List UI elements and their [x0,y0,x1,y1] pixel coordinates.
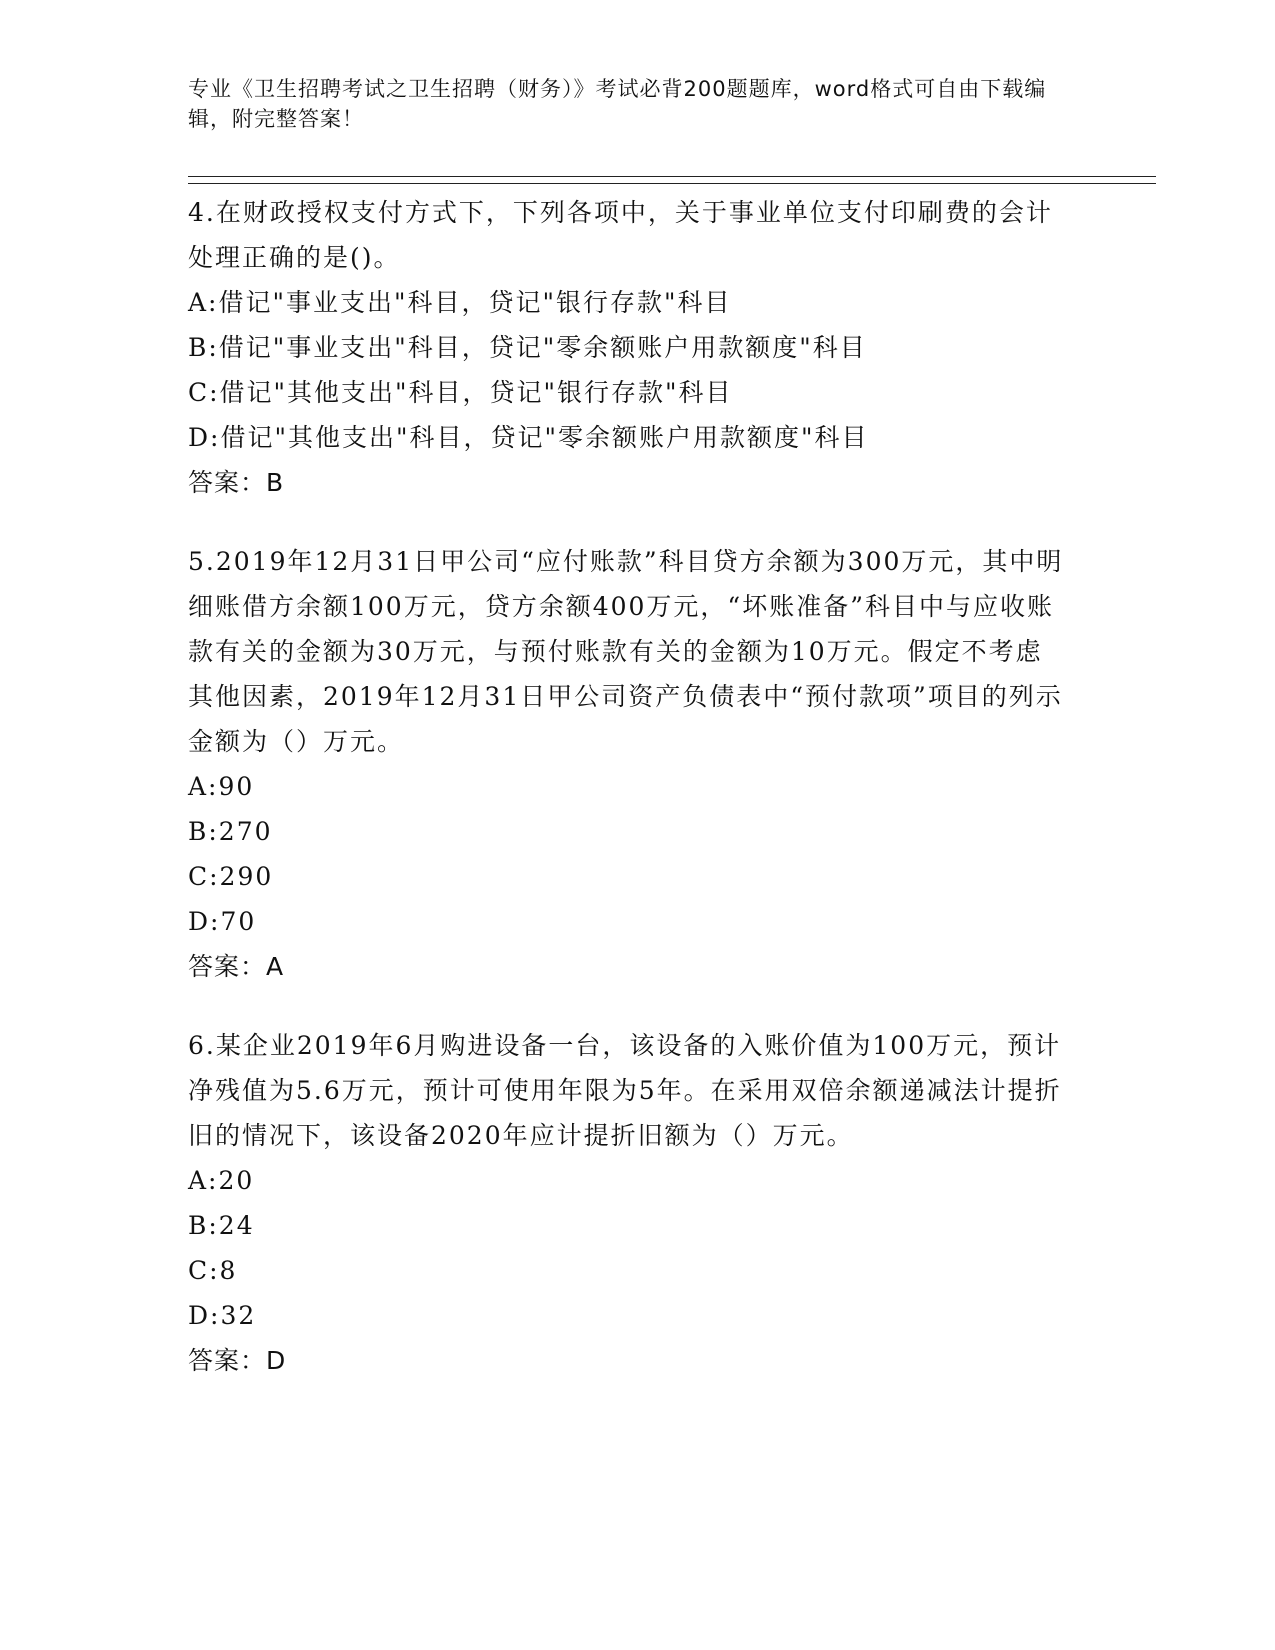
option-b: B:270 [188,817,273,846]
question-stem: 6.某企业2019年6月购进设备一台，该设备的入账价值为100万元，预计净残值为5.6万元，预计可使用年限为5年。在采用双倍余额递减法计提折旧的情况下，该设备2020年应计提折旧额为（）万元。 [188,1031,1062,1150]
question-5 [188,539,1068,989]
document-header [188,74,1068,134]
answer-line: 答案：D [188,1346,287,1375]
question-stem: 4.在财政授权支付方式下，下列各项中，关于事业单位支付印刷费的会计处理正确的是()。 [188,198,1053,272]
option-b: B:24 [188,1211,255,1240]
header-title: 专业《卫生招聘考试之卫生招聘（财务）》考试必背200题题库，word格式可自由下载编辑，附完整答案！ [188,77,1047,131]
option-d: D:32 [188,1301,257,1330]
option-c: C:290 [188,862,274,891]
option-a: A:90 [188,772,255,801]
question-6 [188,1023,1068,1383]
question-stem: 5.2019年12月31日甲公司“应付账款”科目贷方余额为300万元，其中明细账借方余额100万元，贷方余额400万元，“坏账准备”科目中与应收账款有关的金额为30万元，与预付账款有关的金额为10万元。假定不考虑其他因素，2019年12月31日甲公司资产负债表中“预付款项”项目的列示金额为（）万元。 [188,547,1064,756]
answer-line: 答案：B [188,468,285,497]
option-c: C:8 [188,1256,238,1285]
option-c: C:借记"其他支出"科目，贷记"银行存款"科目 [188,378,733,407]
option-d: D:借记"其他支出"科目，贷记"零余额账户用款额度"科目 [188,423,869,452]
option-a: A:借记"事业支出"科目，贷记"银行存款"科目 [188,288,732,317]
question-list [188,190,1068,1417]
header-divider-top [188,176,1156,177]
answer-line: 答案：A [188,952,285,981]
option-a: A:20 [188,1166,255,1195]
question-4 [188,190,1068,505]
option-d: D:70 [188,907,257,936]
header-divider-bottom [188,183,1156,184]
option-b: B:借记"事业支出"科目，贷记"零余额账户用款额度"科目 [188,333,867,362]
